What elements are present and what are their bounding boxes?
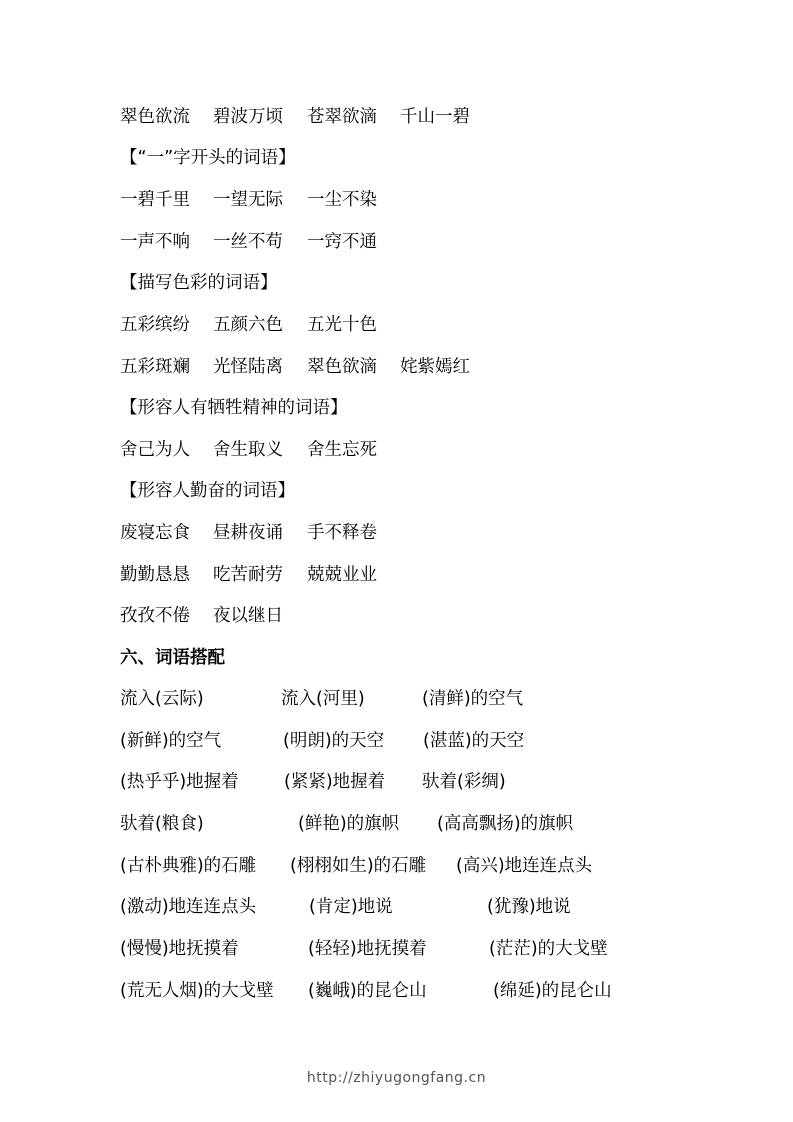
word-item: 兢兢业业: [307, 565, 377, 585]
category-heading: 【“一”字开头的词语】: [120, 148, 296, 168]
collocation-item: (湛蓝)的天空: [423, 731, 525, 751]
collocation-item: (古朴典雅)的石雕: [120, 856, 257, 876]
word-item: 翠色欲滴: [307, 357, 377, 377]
word-item: 一碧千里: [120, 190, 190, 210]
collocation-item: (犹豫)地说: [487, 897, 571, 917]
collocation-item: (巍峨)的昆仑山: [308, 981, 427, 1001]
word-item: 舍己为人: [120, 440, 190, 460]
word-item: 吃苦耐劳: [213, 565, 283, 585]
word-item: 千山一碧: [400, 107, 470, 127]
collocation-item: (紧紧)地握着: [284, 772, 386, 792]
word-item: 光怪陆离: [213, 357, 283, 377]
word-item: 夜以继日: [213, 606, 283, 626]
collocation-item: 驮着(彩绸): [422, 772, 506, 792]
collocation-item: (高高飘扬)的旗帜: [437, 814, 574, 834]
word-item: 舍生忘死: [307, 440, 377, 460]
collocation-item: 流入(云际): [120, 689, 204, 709]
collocation-item: (绵延)的昆仑山: [493, 981, 612, 1001]
word-item: 孜孜不倦: [120, 606, 190, 626]
collocation-item: 驮着(粮食): [120, 814, 204, 834]
collocation-item: (肯定)地说: [309, 897, 393, 917]
collocation-item: (新鲜)的空气: [120, 731, 222, 751]
word-item: 五光十色: [307, 315, 377, 335]
word-item: 一丝不苟: [213, 232, 283, 252]
word-item: 碧波万顷: [213, 107, 283, 127]
collocation-item: (轻轻)地抚摸着: [308, 939, 427, 959]
word-item: 一尘不染: [307, 190, 377, 210]
category-heading: 【形容人有牺牲精神的词语】: [120, 398, 348, 418]
word-item: 舍生取义: [213, 440, 283, 460]
word-item: 五彩缤纷: [120, 315, 190, 335]
category-heading: 【形容人勤奋的词语】: [120, 481, 295, 501]
collocation-item: (鲜艳)的旗帜: [298, 814, 400, 834]
word-item: 一望无际: [213, 190, 283, 210]
word-item: 翠色欲流: [120, 107, 190, 127]
word-item: 废寝忘食: [120, 523, 190, 543]
word-item: 手不释卷: [307, 523, 377, 543]
word-item: 昼耕夜诵: [213, 523, 283, 543]
collocation-item: (激动)地连连点头: [120, 897, 257, 917]
word-item: 姹紫嫣红: [400, 357, 470, 377]
word-item: 勤勤恳恳: [120, 565, 190, 585]
collocation-item: (明朗)的天空: [283, 731, 385, 751]
collocation-item: (慢慢)地抚摸着: [120, 939, 239, 959]
word-item: 五颜六色: [213, 315, 283, 335]
word-item: 五彩斑斓: [120, 357, 190, 377]
collocation-item: (高兴)地连连点头: [456, 856, 593, 876]
collocation-item: (热乎乎)地握着: [120, 772, 239, 792]
word-item: 苍翠欲滴: [307, 107, 377, 127]
word-item: 一窍不通: [307, 232, 377, 252]
footer-url: http://zhiyugongfang.cn: [306, 1070, 487, 1086]
section-title: 六、词语搭配: [120, 648, 225, 668]
collocation-item: (清鲜)的空气: [422, 689, 524, 709]
word-item: 一声不响: [120, 232, 190, 252]
collocation-item: (荒无人烟)的大戈壁: [120, 981, 274, 1001]
collocation-item: 流入(河里): [281, 689, 365, 709]
category-heading: 【描写色彩的词语】: [120, 273, 278, 293]
collocation-item: (茫茫)的大戈壁: [489, 939, 608, 959]
collocation-item: (栩栩如生)的石雕: [290, 856, 427, 876]
